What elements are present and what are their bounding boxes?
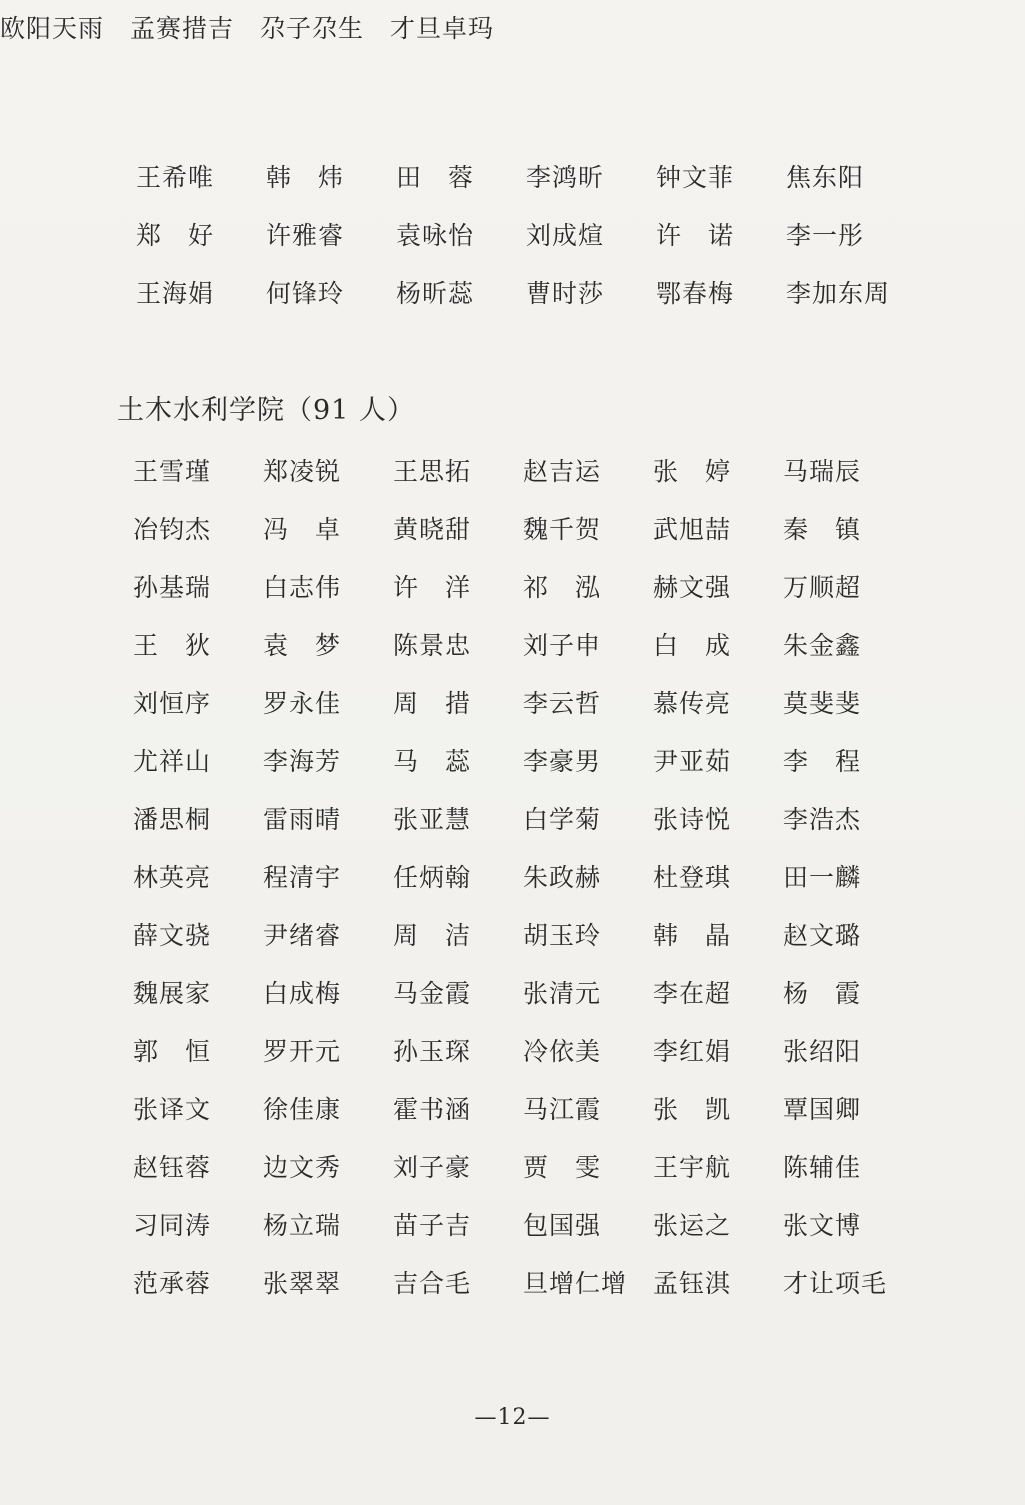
name-cell: 焦东阳 (786, 163, 865, 192)
name-cell: 孟赛措吉 (130, 14, 235, 43)
name-cell: 孟钰淇 (653, 1269, 732, 1298)
name-cell: 张 婷 (653, 457, 732, 486)
name-cell: 李云哲 (523, 689, 602, 718)
name-cell: 慕传亮 (653, 689, 732, 718)
name-cell: 刘子申 (523, 631, 602, 660)
name-cell: 覃国卿 (783, 1095, 862, 1124)
name-cell: 边文秀 (263, 1153, 342, 1182)
name-cell: 杨立瑞 (263, 1211, 342, 1240)
name-cell: 赵吉运 (523, 457, 602, 486)
name-cell: 周 洁 (393, 921, 472, 950)
name-cell: 李加东周 (786, 279, 891, 308)
name-cell: 王海娟 (136, 279, 215, 308)
name-cell: 杨昕蕊 (396, 279, 475, 308)
name-cell: 范承蓉 (133, 1269, 212, 1298)
name-cell: 王希唯 (136, 163, 215, 192)
name-cell: 张运之 (653, 1211, 732, 1240)
name-cell: 许 洋 (393, 573, 472, 602)
name-cell: 魏千贺 (523, 515, 602, 544)
name-cell: 冶钧杰 (133, 515, 212, 544)
name-cell: 吉合毛 (393, 1269, 472, 1298)
name-cell: 马江霞 (523, 1095, 602, 1124)
name-cell: 田一麟 (783, 863, 862, 892)
name-cell: 李浩杰 (783, 805, 862, 834)
name-cell: 冯 卓 (263, 515, 342, 544)
name-cell: 林英亮 (133, 863, 212, 892)
name-cell: 朱政赫 (523, 863, 602, 892)
name-cell: 许 诺 (656, 221, 735, 250)
name-cell: 李 程 (783, 747, 862, 776)
name-cell: 陈辅佳 (783, 1153, 862, 1182)
name-cell: 袁咏怡 (396, 221, 475, 250)
name-cell: 李海芳 (263, 747, 342, 776)
name-cell: 刘恒序 (133, 689, 212, 718)
name-cell: 张翠翠 (263, 1269, 342, 1298)
name-cell: 孙基瑞 (133, 573, 212, 602)
name-cell: 杜登琪 (653, 863, 732, 892)
name-cell: 薛文骁 (133, 921, 212, 950)
page-number: —12— (474, 1405, 551, 1430)
name-cell: 陈景忠 (393, 631, 472, 660)
name-cell: 霍书涵 (393, 1095, 472, 1124)
name-cell: 李红娟 (653, 1037, 732, 1066)
name-cell: 张 凯 (653, 1095, 732, 1124)
name-cell: 潘思桐 (133, 805, 212, 834)
name-cell: 张诗悦 (653, 805, 732, 834)
name-cell: 雷雨晴 (263, 805, 342, 834)
name-cell: 王 狄 (133, 631, 212, 660)
name-cell: 李一彤 (786, 221, 865, 250)
name-cell: 刘子豪 (393, 1153, 472, 1182)
name-cell: 王宇航 (653, 1153, 732, 1182)
name-cell: 任炳翰 (393, 863, 472, 892)
name-cell: 张清元 (523, 979, 602, 1008)
name-cell: 马瑞辰 (783, 457, 862, 486)
name-cell: 魏展家 (133, 979, 212, 1008)
civil-section-name-grid (133, 443, 913, 1313)
name-cell: 赫文强 (653, 573, 732, 602)
name-cell: 万顺超 (783, 573, 862, 602)
name-cell: 郭 恒 (133, 1037, 212, 1066)
name-cell: 习同涛 (133, 1211, 212, 1240)
name-cell: 尹亚茹 (653, 747, 732, 776)
name-cell: 罗永佳 (263, 689, 342, 718)
section-title-civil-engineering: 土木水利学院（91 人） (117, 395, 415, 426)
name-cell: 杨 霞 (783, 979, 862, 1008)
name-cell: 祁 泓 (523, 573, 602, 602)
name-cell: 武旭喆 (653, 515, 732, 544)
name-cell: 贾 雯 (523, 1153, 602, 1182)
name-cell: 白志伟 (263, 573, 342, 602)
name-cell: 尤祥山 (133, 747, 212, 776)
name-cell: 徐佳康 (263, 1095, 342, 1124)
name-cell: 罗开元 (263, 1037, 342, 1066)
name-cell: 秦 镇 (783, 515, 862, 544)
name-cell: 才让项毛 (783, 1269, 888, 1298)
name-cell: 郑凌锐 (263, 457, 342, 486)
name-cell: 马金霞 (393, 979, 472, 1008)
name-cell: 周 措 (393, 689, 472, 718)
name-cell: 韩 晶 (653, 921, 732, 950)
name-cell: 韩 炜 (266, 163, 345, 192)
name-cell: 许雅睿 (266, 221, 345, 250)
name-cell: 旦增仁增 (523, 1269, 628, 1298)
name-cell: 黄晓甜 (393, 515, 472, 544)
name-cell: 王雪瑾 (133, 457, 212, 486)
name-cell: 袁 梦 (263, 631, 342, 660)
name-cell: 王思拓 (393, 457, 472, 486)
name-cell: 何锋玲 (266, 279, 345, 308)
name-cell: 张文博 (783, 1211, 862, 1240)
name-cell: 白成梅 (263, 979, 342, 1008)
name-cell: 欧阳天雨 (0, 14, 105, 43)
name-cell: 张亚慧 (393, 805, 472, 834)
name-cell: 白 成 (653, 631, 732, 660)
name-cell: 李在超 (653, 979, 732, 1008)
name-cell: 才旦卓玛 (390, 14, 495, 43)
name-cell: 马 蕊 (393, 747, 472, 776)
name-cell: 胡玉玲 (523, 921, 602, 950)
previous-section-name-grid (136, 149, 916, 323)
name-cell: 苗子吉 (393, 1211, 472, 1240)
name-cell: 莫斐斐 (783, 689, 862, 718)
name-cell: 鄂春梅 (656, 279, 735, 308)
name-cell: 赵钰蓉 (133, 1153, 212, 1182)
name-cell: 钟文菲 (656, 163, 735, 192)
name-cell: 白学菊 (523, 805, 602, 834)
name-cell: 尹绪睿 (263, 921, 342, 950)
name-cell: 朱金鑫 (783, 631, 862, 660)
name-cell: 李鸿昕 (526, 163, 605, 192)
name-cell: 尕子尕生 (260, 14, 365, 43)
name-cell: 冷依美 (523, 1037, 602, 1066)
name-cell: 田 蓉 (396, 163, 475, 192)
name-cell: 包国强 (523, 1211, 602, 1240)
name-cell: 李豪男 (523, 747, 602, 776)
name-cell: 赵文璐 (783, 921, 862, 950)
name-cell: 刘成煊 (526, 221, 605, 250)
name-cell: 曹时莎 (526, 279, 605, 308)
name-cell: 程清宇 (263, 863, 342, 892)
name-cell: 张绍阳 (783, 1037, 862, 1066)
previous-section-tail-row (0, 0, 780, 58)
name-cell: 张译文 (133, 1095, 212, 1124)
name-cell: 孙玉琛 (393, 1037, 472, 1066)
name-cell: 郑 好 (136, 221, 215, 250)
